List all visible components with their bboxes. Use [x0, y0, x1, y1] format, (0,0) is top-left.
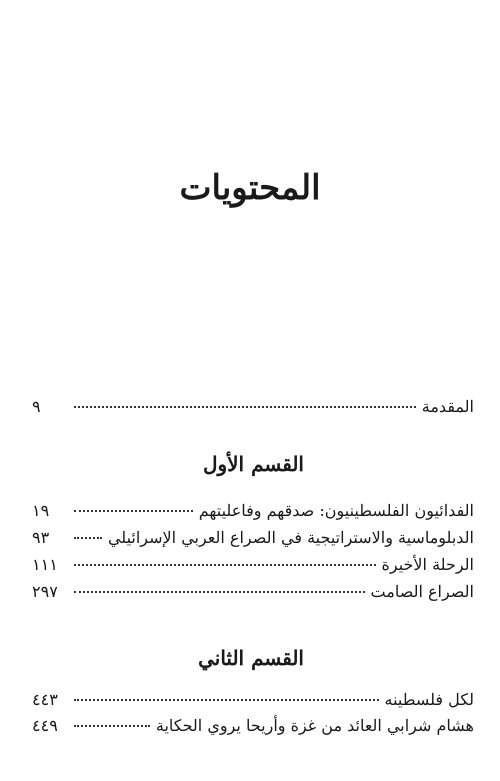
- toc-entry[interactable]: [32, 528, 474, 552]
- toc-entry-label: الرحلة الأخيرة: [381, 555, 474, 574]
- toc-title: المحتويات: [179, 168, 321, 208]
- section-heading-2: القسم الثاني: [198, 646, 304, 670]
- toc-entry-page: ٩٣: [32, 528, 50, 547]
- toc-entry-page: ٢٩٧: [32, 582, 58, 601]
- toc-entry-page: ٤٤٣: [32, 690, 58, 709]
- dot-leader: [74, 591, 365, 593]
- dot-leader: [74, 699, 379, 701]
- toc-entry-page: ٤٤٩: [32, 716, 58, 735]
- toc-entry-page: ١٩: [32, 501, 50, 520]
- toc-entry-intro[interactable]: [32, 397, 474, 421]
- dot-leader: [74, 564, 376, 566]
- toc-entry-label: الصراع الصامت: [370, 582, 474, 601]
- toc-entry[interactable]: [32, 582, 474, 606]
- toc-entry-label: لكل فلسطينه: [384, 690, 474, 709]
- toc-entry[interactable]: [32, 555, 474, 579]
- dot-leader: [74, 725, 150, 727]
- toc-entry-label: الدبلوماسية والاستراتيجية في الصراع العربي الإسرائيلي: [107, 528, 474, 547]
- toc-entry[interactable]: [32, 501, 474, 525]
- section-heading-1: القسم الأول: [202, 452, 304, 476]
- toc-entry-page: ١١١: [32, 555, 58, 574]
- toc-entry-label: المقدمة: [421, 397, 474, 416]
- toc-entry-label: هشام شرابي العائد من غزة وأريحا يروي الحكاية: [155, 716, 474, 735]
- dot-leader: [74, 537, 102, 539]
- dot-leader: [74, 406, 416, 408]
- toc-entry[interactable]: [32, 716, 474, 740]
- toc-entry-page: ٩: [32, 397, 41, 416]
- dot-leader: [74, 510, 193, 512]
- toc-entry-label: الفدائيون الفلسطينيون: صدقهم وفاعليتهم: [198, 501, 474, 520]
- toc-entry[interactable]: [32, 690, 474, 714]
